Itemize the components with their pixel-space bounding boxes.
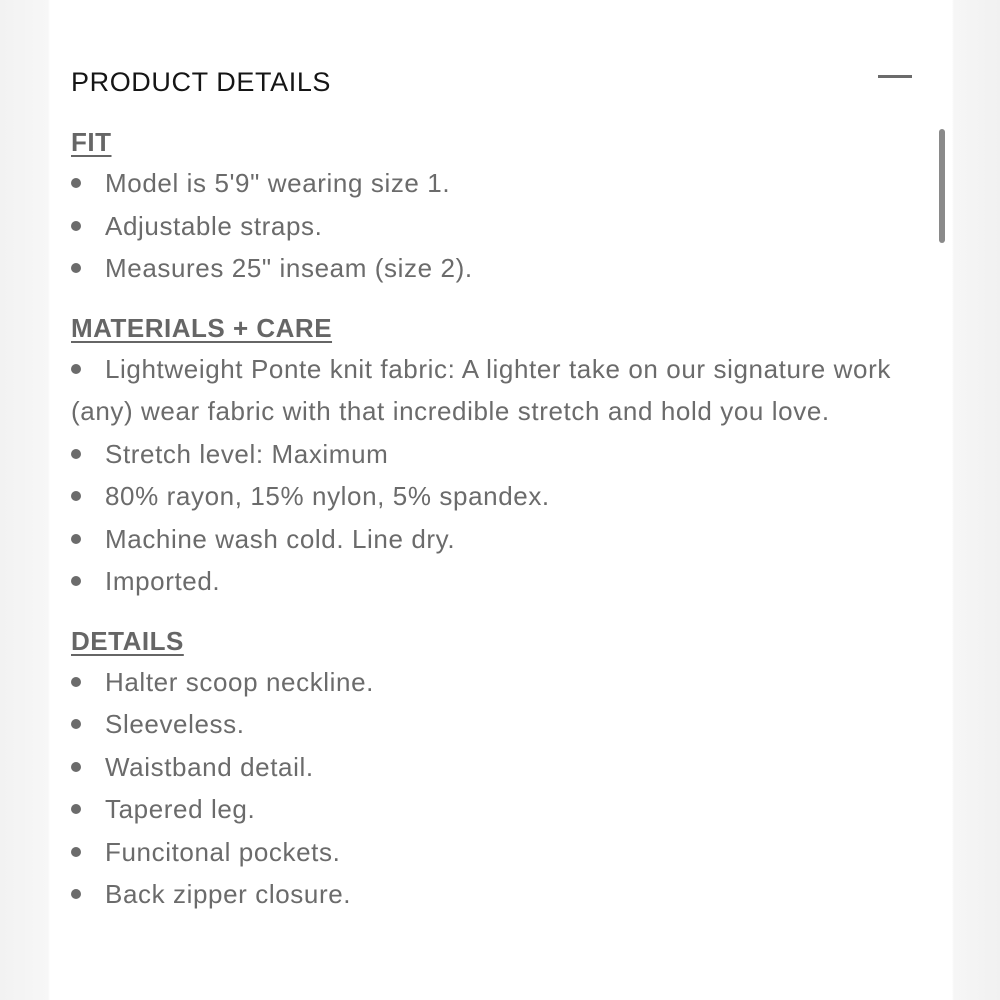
list-item <box>71 788 911 831</box>
list-item-text: Stretch level: Maximum <box>105 438 389 469</box>
bullet-icon <box>71 491 81 501</box>
list-item <box>71 703 911 746</box>
bullet-icon <box>71 221 81 231</box>
details-heading: DETAILS <box>71 625 184 656</box>
product-details-panel <box>50 0 952 1000</box>
list-item-text: Imported. <box>105 566 221 596</box>
list-item-text: 80% rayon, 15% nylon, 5% spandex. <box>105 481 550 511</box>
accordion-header[interactable] <box>71 64 913 104</box>
bullet-icon <box>71 847 81 857</box>
fit-section <box>71 124 911 290</box>
list-item <box>71 433 911 476</box>
list-item <box>71 560 911 603</box>
list-item-text: Back zipper closure. <box>105 879 352 909</box>
list-item-text: Lightweight Ponte knit fabric: A lighter take on our signature work (any) wear fabric with that incredible stretch and hold you love. <box>71 353 891 426</box>
list-item <box>71 873 911 916</box>
list-item <box>71 831 911 874</box>
bullet-icon <box>71 263 81 273</box>
list-item-text: Sleeveless. <box>105 709 245 739</box>
accordion-content <box>71 124 911 936</box>
bullet-icon <box>71 762 81 772</box>
list-item-text: Measures 25" inseam (size 2). <box>105 253 473 283</box>
list-item <box>71 518 911 561</box>
fit-heading: FIT <box>71 127 112 157</box>
list-item-text: Halter scoop neckline. <box>105 666 374 697</box>
list-item <box>71 247 911 290</box>
bullet-icon <box>71 889 81 899</box>
list-item <box>71 348 911 433</box>
list-item-text: Model is 5'9" wearing size 1. <box>105 168 451 198</box>
materials-care-heading: MATERIALS + CARE <box>71 312 333 343</box>
materials-care-list <box>71 348 911 603</box>
minus-icon <box>878 75 912 78</box>
scrollbar-thumb[interactable] <box>939 129 945 243</box>
bullet-icon <box>71 364 81 374</box>
list-item <box>71 746 911 789</box>
list-item <box>71 475 911 518</box>
fit-list <box>71 162 911 290</box>
list-item-text: Waistband detail. <box>105 751 314 782</box>
list-item-text: Funcitonal pockets. <box>105 836 341 867</box>
page-title: PRODUCT DETAILS <box>71 67 332 97</box>
details-section <box>71 623 911 916</box>
bullet-icon <box>71 677 81 687</box>
collapse-button[interactable] <box>876 64 914 92</box>
list-item-text: Tapered leg. <box>105 794 256 824</box>
bullet-icon <box>71 449 81 459</box>
list-item <box>71 661 911 704</box>
bullet-icon <box>71 576 81 586</box>
materials-care-section <box>71 310 911 603</box>
bullet-icon <box>71 178 81 188</box>
bullet-icon <box>71 534 81 544</box>
list-item <box>71 162 911 205</box>
list-item <box>71 205 911 248</box>
bullet-icon <box>71 719 81 729</box>
list-item-text: Machine wash cold. Line dry. <box>105 523 456 554</box>
list-item-text: Adjustable straps. <box>105 210 323 241</box>
bullet-icon <box>71 804 81 814</box>
details-list <box>71 661 911 916</box>
